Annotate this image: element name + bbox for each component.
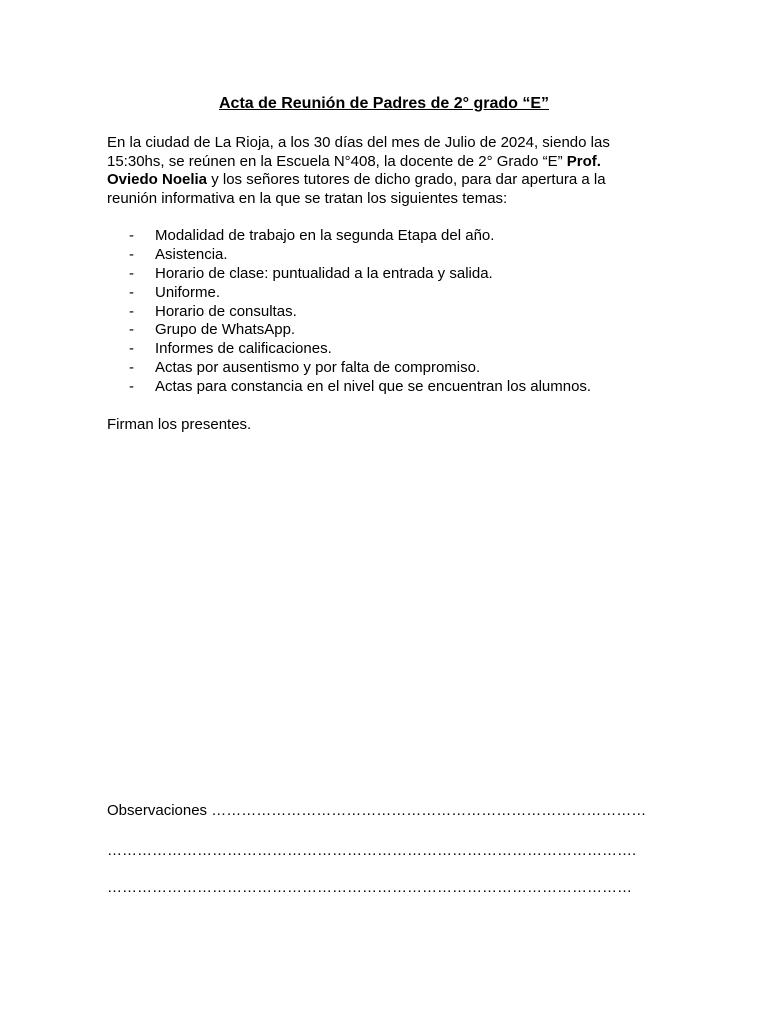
- list-item-text: Asistencia.: [155, 245, 228, 263]
- list-item-text: Modalidad de trabajo en la segunda Etapa del año.: [155, 227, 495, 244]
- intro-paragraph: [107, 134, 627, 209]
- document-title: Acta de Reunión de Padres de 2° grado “E”: [218, 95, 550, 112]
- bullet-dash: -: [129, 321, 134, 339]
- list-item-text: Uniforme.: [155, 283, 221, 301]
- list-item-text: Informes de calificaciones.: [155, 340, 332, 358]
- observations-dotted-line: ……………………………………………………………………………………………: [107, 879, 632, 896]
- list-item-text: Actas para constancia en el nivel que se encuentran los alumnos.: [155, 378, 592, 396]
- list-item: [107, 227, 667, 246]
- list-item: [107, 246, 667, 265]
- bullet-dash: -: [129, 359, 134, 377]
- list-item-text: Grupo de WhatsApp.: [155, 321, 296, 339]
- bullet-dash: -: [129, 264, 134, 282]
- list-item: [107, 359, 667, 378]
- list-item: [107, 303, 667, 322]
- bullet-dash: -: [129, 378, 134, 396]
- list-item-text: Horario de clase: puntualidad a la entrada y salida.: [155, 264, 493, 282]
- observations-label: Observaciones ……………………………………………………………………………: [107, 802, 647, 819]
- list-item: [107, 265, 667, 284]
- intro-text-part2: y los señores tutores de dicho grado, para dar apertura a la reunión informativa en la que se tratan los siguientes temas:: [107, 171, 606, 208]
- intro-text-part1: En la ciudad de La Rioja, a los 30 días del mes de Julio de 2024, siendo las 15:30hs, se reúnen en la Escuela N°408, la docente de 2° Grado “E”: [107, 134, 610, 170]
- bullet-dash: -: [129, 283, 134, 301]
- bullet-dash: -: [129, 227, 134, 244]
- list-item: [107, 284, 667, 303]
- closing-text: Firman los presentes.: [107, 416, 252, 433]
- bullet-dash: -: [129, 340, 134, 358]
- observations-dotted-line: …………………………………………………………………………………………….: [107, 842, 637, 859]
- list-item-text: Actas por ausentismo y por falta de compromiso.: [155, 359, 481, 377]
- list-item: [107, 321, 667, 340]
- teacher-name: Prof. Oviedo Noelia: [107, 152, 601, 189]
- list-item: [107, 378, 667, 397]
- bullet-dash: -: [129, 245, 134, 263]
- list-item-text: Horario de consultas.: [155, 302, 297, 320]
- bullet-dash: -: [129, 302, 134, 320]
- list-item: [107, 340, 667, 359]
- topics-list: [107, 227, 667, 397]
